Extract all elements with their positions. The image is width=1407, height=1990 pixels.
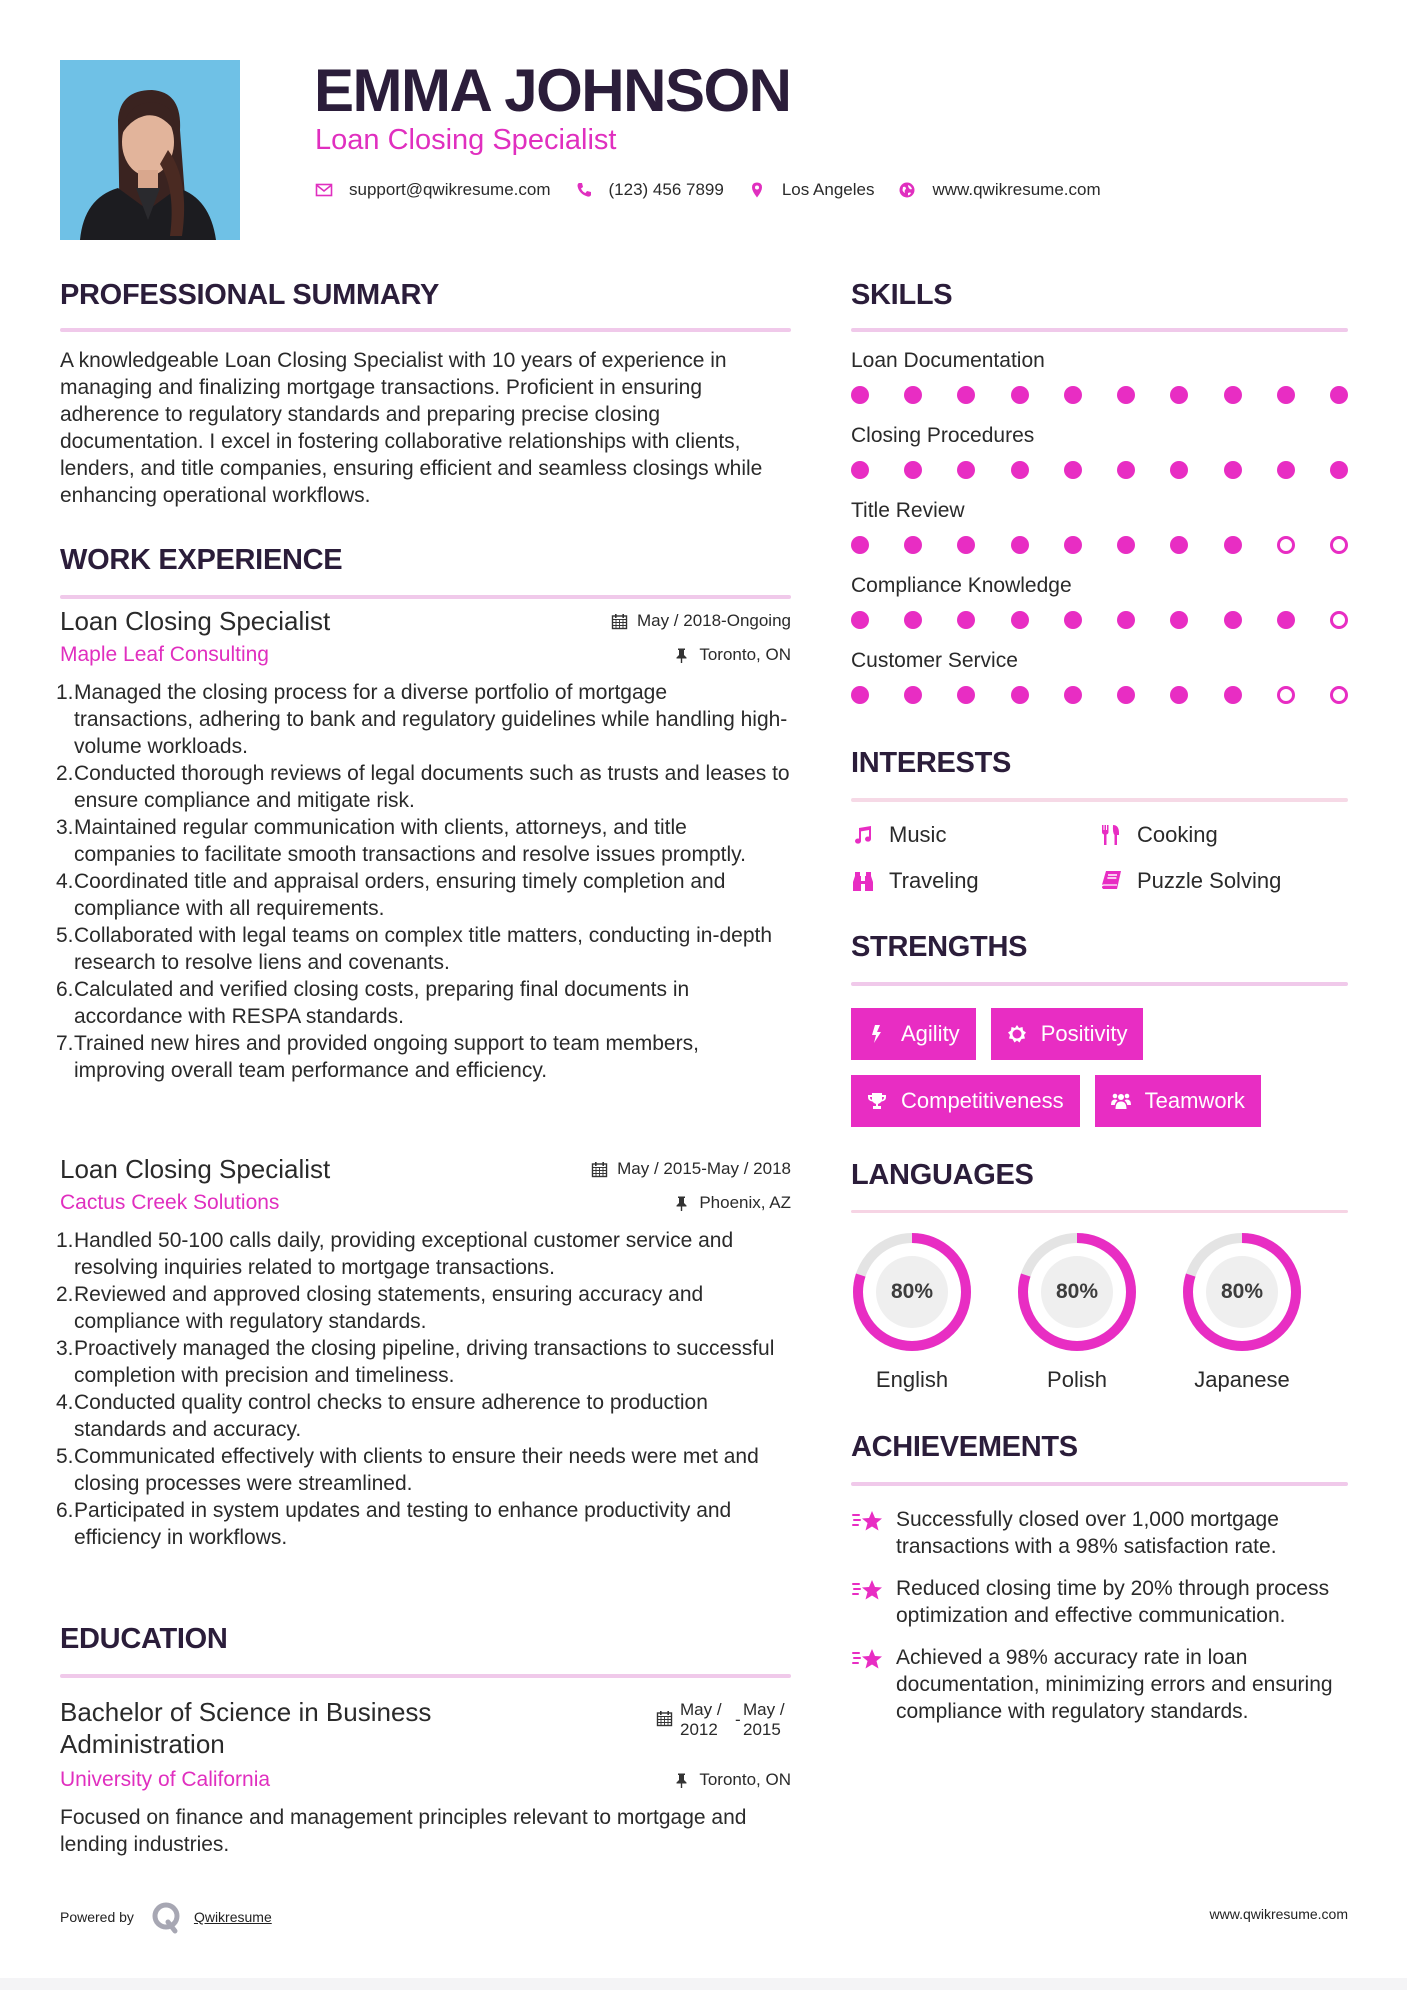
language-progress-ring: 80% bbox=[851, 1231, 973, 1353]
strength-chip: Teamwork bbox=[1095, 1075, 1261, 1127]
skill-item: Compliance Knowledge bbox=[851, 573, 1348, 648]
qwikresume-link[interactable]: Qwikresume bbox=[193, 1909, 272, 1925]
job-entry bbox=[56, 1153, 791, 1551]
achievement-item: Achieved a 98% accuracy rate in loan documentation, minimizing errors and ensuring compliance with regulatory standards. bbox=[851, 1644, 1348, 1725]
skill-dot-filled bbox=[1170, 461, 1188, 479]
strength-chip: Competitiveness bbox=[851, 1075, 1080, 1127]
pushpin-icon bbox=[673, 647, 690, 664]
language-progress-ring: 80% bbox=[1016, 1231, 1138, 1353]
bolt-icon bbox=[867, 1024, 887, 1044]
skill-dot-empty bbox=[1277, 686, 1295, 704]
skill-dot-filled bbox=[1064, 536, 1082, 554]
skill-dot-filled bbox=[1224, 686, 1242, 704]
skill-dot-empty bbox=[1330, 611, 1348, 629]
skill-dot-filled bbox=[1117, 536, 1135, 554]
interests-heading: INTERESTS bbox=[851, 747, 1012, 779]
shooting-star-icon bbox=[851, 1647, 883, 1725]
skill-dot-filled bbox=[1170, 536, 1188, 554]
skill-dot-filled bbox=[1011, 386, 1029, 404]
skill-item: Title Review bbox=[851, 498, 1348, 573]
sun-icon bbox=[1007, 1024, 1027, 1044]
skill-dot-filled bbox=[1064, 386, 1082, 404]
pushpin-icon bbox=[673, 1772, 690, 1789]
education-description: Focused on finance and management principles relevant to mortgage and lending industries. bbox=[60, 1806, 747, 1856]
skill-dot-filled bbox=[1277, 461, 1295, 479]
degree-title: Bachelor of Science in Business Administration bbox=[60, 1697, 432, 1759]
list-item: 1. Handled 50-100 calls daily, providing exceptional customer service and resolving inquiries related to mortgage transactions. bbox=[56, 1229, 734, 1279]
job-dates: May / 2018-Ongoing bbox=[611, 610, 791, 632]
language-name: Polish bbox=[1047, 1367, 1107, 1392]
skill-dot-filled bbox=[1117, 686, 1135, 704]
skill-dot-filled bbox=[1170, 611, 1188, 629]
contact-website[interactable] bbox=[898, 180, 1100, 200]
skill-dot-filled bbox=[1011, 536, 1029, 554]
section-divider bbox=[851, 798, 1348, 802]
job-location: Toronto, ON bbox=[673, 644, 791, 666]
person-portrait-icon bbox=[60, 60, 240, 240]
skill-dot-filled bbox=[851, 611, 869, 629]
strength-chip: Agility bbox=[851, 1008, 976, 1060]
fork-knife-icon bbox=[1099, 823, 1123, 847]
language-item bbox=[1016, 1231, 1138, 1393]
envelope-icon bbox=[315, 181, 333, 199]
candidate-name: EMMA JOHNSON bbox=[314, 57, 791, 124]
skill-dot-filled bbox=[1011, 686, 1029, 704]
language-name: English bbox=[875, 1367, 949, 1392]
skill-dot-filled bbox=[1170, 686, 1188, 704]
achievements-list bbox=[851, 1506, 1348, 1725]
calendar-icon bbox=[591, 1161, 608, 1178]
list-item: 4. Coordinated title and appraisal orders, ensuring timely completion and compliance with all requirements. bbox=[56, 870, 726, 920]
list-item: 2. Conducted thorough reviews of legal documents such as trusts and leases to ensure compliance and mitigate risk. bbox=[56, 762, 790, 812]
contact-location bbox=[748, 180, 875, 200]
skill-dot-filled bbox=[1011, 611, 1029, 629]
skill-dot-filled bbox=[1011, 461, 1029, 479]
candidate-title: Loan Closing Specialist bbox=[315, 124, 617, 156]
job-entry bbox=[56, 605, 791, 1084]
list-item: 5. Collaborated with legal teams on complex title matters, conducting in-depth research to resolve liens and covenants. bbox=[56, 924, 773, 974]
job-location: Phoenix, AZ bbox=[673, 1192, 791, 1214]
skill-dot-filled bbox=[1224, 536, 1242, 554]
work-heading: WORK EXPERIENCE bbox=[60, 544, 343, 576]
skill-dot-filled bbox=[904, 686, 922, 704]
users-icon bbox=[1111, 1091, 1131, 1111]
skill-dot-filled bbox=[1117, 386, 1135, 404]
education-location: Toronto, ON bbox=[673, 1769, 791, 1791]
skill-item: Loan Documentation bbox=[851, 348, 1348, 423]
skill-dot-filled bbox=[957, 611, 975, 629]
job-bullets bbox=[56, 679, 791, 1084]
trophy-icon bbox=[867, 1091, 887, 1111]
section-divider bbox=[851, 982, 1348, 986]
skill-dot-filled bbox=[957, 536, 975, 554]
achievement-item: Reduced closing time by 20% through process optimization and effective communication. bbox=[851, 1575, 1348, 1629]
list-item: 2. Reviewed and approved closing statements, ensuring accuracy and compliance with regulatory standards. bbox=[56, 1283, 704, 1333]
calendar-icon bbox=[611, 613, 628, 630]
skill-rating bbox=[851, 461, 1348, 479]
skill-dot-filled bbox=[957, 686, 975, 704]
phone-icon bbox=[575, 181, 593, 199]
interest-item: Traveling bbox=[851, 868, 1099, 894]
book-icon bbox=[1099, 869, 1123, 893]
skill-dot-filled bbox=[1277, 611, 1295, 629]
qwikresume-logo-icon bbox=[150, 1900, 184, 1934]
skill-dot-filled bbox=[957, 386, 975, 404]
contact-bar bbox=[315, 177, 1125, 203]
interest-item: Cooking bbox=[1099, 822, 1347, 848]
footer-website[interactable]: www.qwikresume.com bbox=[1209, 1906, 1348, 1922]
skill-item: Closing Procedures bbox=[851, 423, 1348, 498]
skills-list bbox=[851, 348, 1348, 723]
work-experience-section bbox=[60, 543, 791, 599]
binoculars-icon bbox=[851, 869, 875, 893]
list-item: 3. Maintained regular communication with clients, attorneys, and title companies to facilitate smooth transactions and resolve issues promptly. bbox=[56, 816, 746, 866]
skill-dot-filled bbox=[1224, 461, 1242, 479]
skill-dot-filled bbox=[851, 461, 869, 479]
list-item: 1. Managed the closing process for a diverse portfolio of mortgage transactions, adhering to bank and regulatory guidelines while handling high-volume workloads. bbox=[56, 681, 788, 758]
list-item: 6. Participated in system updates and testing to enhance productivity and efficiency in workflows. bbox=[56, 1499, 732, 1549]
skill-dot-filled bbox=[1170, 386, 1188, 404]
achievements-heading: ACHIEVEMENTS bbox=[851, 1431, 1078, 1463]
globe-icon bbox=[898, 181, 916, 199]
education-section bbox=[60, 1622, 791, 1858]
contact-email-text: support@qwikresume.com bbox=[349, 180, 551, 199]
section-divider bbox=[60, 595, 791, 599]
strengths-heading: STRENGTHS bbox=[851, 931, 1028, 963]
skill-dot-filled bbox=[904, 536, 922, 554]
languages-heading: LANGUAGES bbox=[851, 1159, 1034, 1191]
list-item: 3. Proactively managed the closing pipeline, driving transactions to successful completion with precision and timeliness. bbox=[56, 1337, 775, 1387]
music-note-icon bbox=[851, 823, 875, 847]
skill-dot-filled bbox=[1117, 611, 1135, 629]
powered-by-label: Powered by bbox=[60, 1909, 134, 1925]
languages-section bbox=[851, 1158, 1348, 1393]
job-bullets bbox=[56, 1227, 791, 1551]
summary-section bbox=[60, 278, 791, 509]
section-divider bbox=[851, 328, 1348, 332]
interest-item: Puzzle Solving bbox=[1099, 868, 1347, 894]
skill-item: Customer Service bbox=[851, 648, 1348, 723]
language-progress-ring: 80% bbox=[1181, 1231, 1303, 1353]
contact-location-text: Los Angeles bbox=[781, 180, 875, 199]
achievements-section bbox=[851, 1430, 1348, 1740]
language-item bbox=[1181, 1231, 1303, 1393]
skill-dot-filled bbox=[904, 386, 922, 404]
job-title: Loan Closing Specialist bbox=[60, 1154, 331, 1184]
skill-rating bbox=[851, 536, 1348, 554]
school-name: University of California bbox=[60, 1768, 271, 1791]
languages-list bbox=[851, 1231, 1348, 1393]
company-name: Cactus Creek Solutions bbox=[60, 1191, 280, 1214]
job-dates: May / 2015-May / 2018 bbox=[591, 1158, 791, 1180]
job-title: Loan Closing Specialist bbox=[60, 606, 331, 636]
list-item: 7. Trained new hires and provided ongoing support to team members, improving overall team performance and efficiency. bbox=[56, 1032, 699, 1082]
skills-heading: SKILLS bbox=[851, 279, 953, 311]
skill-rating bbox=[851, 386, 1348, 404]
list-item: 5. Communicated effectively with clients to ensure their needs were met and closing processes were streamlined. bbox=[56, 1445, 759, 1495]
skill-rating bbox=[851, 686, 1348, 704]
pushpin-icon bbox=[673, 1195, 690, 1212]
company-name: Maple Leaf Consulting bbox=[60, 643, 269, 666]
powered-by bbox=[60, 1900, 272, 1934]
education-heading: EDUCATION bbox=[60, 1623, 228, 1655]
contact-email[interactable] bbox=[315, 180, 551, 200]
skill-rating bbox=[851, 611, 1348, 629]
skill-dot-filled bbox=[1224, 611, 1242, 629]
skill-dot-empty bbox=[1277, 536, 1295, 554]
skill-dot-filled bbox=[851, 536, 869, 554]
skill-dot-empty bbox=[1330, 686, 1348, 704]
skill-dot-filled bbox=[851, 686, 869, 704]
skill-dot-filled bbox=[1277, 386, 1295, 404]
skill-dot-filled bbox=[1064, 461, 1082, 479]
achievement-item: Successfully closed over 1,000 mortgage transactions with a 98% satisfaction rate. bbox=[851, 1506, 1348, 1560]
skill-dot-filled bbox=[851, 386, 869, 404]
contact-phone-text: (123) 456 7899 bbox=[608, 180, 724, 199]
list-item: 6. Calculated and verified closing costs, preparing final documents in accordance with RESPA standards. bbox=[56, 978, 690, 1028]
section-divider bbox=[851, 1210, 1348, 1213]
skill-dot-filled bbox=[904, 611, 922, 629]
interests-list bbox=[851, 822, 1348, 894]
section-divider bbox=[60, 328, 791, 332]
shooting-star-icon bbox=[851, 1578, 883, 1629]
skill-dot-filled bbox=[1064, 686, 1082, 704]
list-item: 4. Conducted quality control checks to ensure adherence to production standards and accuracy. bbox=[56, 1391, 708, 1441]
skill-dot-filled bbox=[1330, 386, 1348, 404]
skill-dot-filled bbox=[1064, 611, 1082, 629]
calendar-icon bbox=[656, 1710, 673, 1727]
summary-heading: PROFESSIONAL SUMMARY bbox=[60, 279, 440, 311]
skill-dot-filled bbox=[904, 461, 922, 479]
page-bottom-edge bbox=[0, 1978, 1407, 1990]
map-pin-icon bbox=[748, 181, 766, 199]
contact-phone[interactable] bbox=[575, 180, 724, 200]
profile-photo bbox=[60, 60, 240, 240]
skill-dot-empty bbox=[1330, 536, 1348, 554]
interest-item: Music bbox=[851, 822, 1099, 848]
skill-dot-filled bbox=[1330, 461, 1348, 479]
education-dates: May / 2012 - May / 2015 bbox=[656, 1700, 791, 1760]
section-divider bbox=[851, 1482, 1348, 1486]
skills-section bbox=[851, 278, 1348, 723]
skill-dot-filled bbox=[1117, 461, 1135, 479]
shooting-star-icon bbox=[851, 1509, 883, 1560]
interests-section bbox=[851, 746, 1348, 894]
language-item bbox=[851, 1231, 973, 1393]
skill-dot-filled bbox=[957, 461, 975, 479]
strengths-section bbox=[851, 930, 1348, 1127]
section-divider bbox=[60, 1674, 791, 1678]
language-name: Japanese bbox=[1194, 1367, 1290, 1392]
skill-dot-filled bbox=[1224, 386, 1242, 404]
summary-text: A knowledgeable Loan Closing Specialist with 10 years of experience in managing and finalizing mortgage transactions. Proficient in ensuring adherence to regulatory standards and preparing precise closing documentation. I excel in fostering collaborative relationships with clients, lenders, and title companies, ensuring efficient and seamless closings while enhancing operational workflows. bbox=[60, 349, 763, 507]
strengths-list bbox=[851, 1008, 1348, 1127]
contact-website-text: www.qwikresume.com bbox=[932, 180, 1101, 199]
strength-chip: Positivity bbox=[991, 1008, 1144, 1060]
